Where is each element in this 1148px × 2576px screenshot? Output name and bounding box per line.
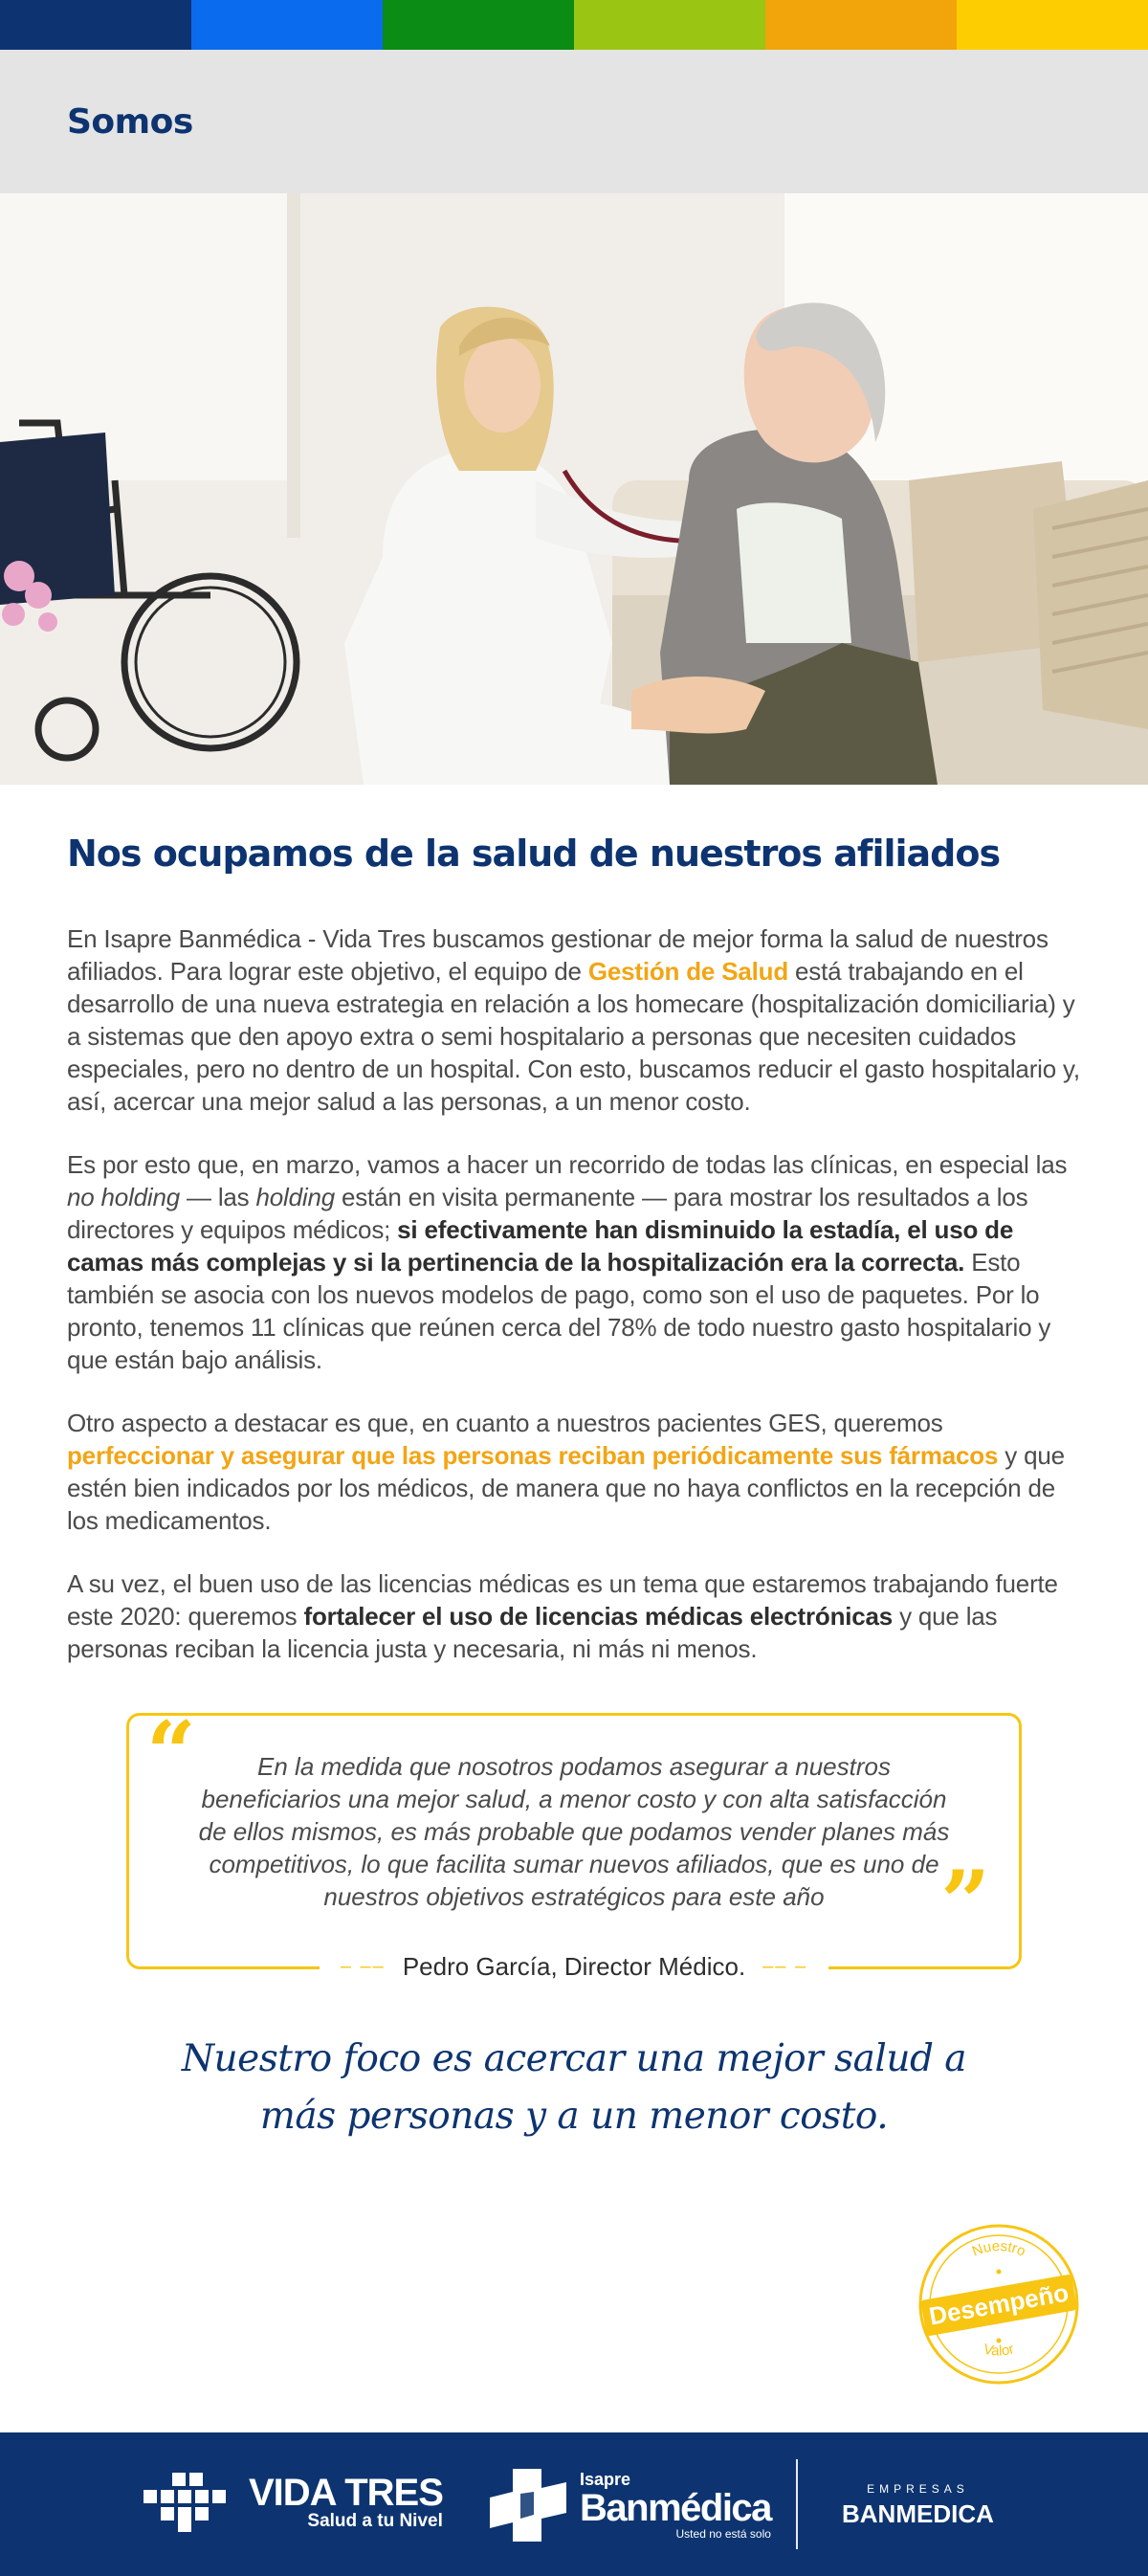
brand-color-bar <box>0 0 1148 50</box>
quote-author-name: Pedro García, Director Médico. <box>402 1952 746 1981</box>
paragraph-text: Otro aspecto a destacar es que, en cuanto a nuestros pacientes GES, queremos <box>67 1409 943 1437</box>
stamp-top-text: Nuestro <box>969 2237 1028 2260</box>
banmedica-slogan: Usted no está solo <box>675 2527 771 2541</box>
banmedica-isapre: Isapre <box>580 2470 631 2489</box>
close-quote-icon: ” <box>940 1852 990 1953</box>
quote-author <box>320 1952 828 1982</box>
color-segment-orange <box>765 0 957 50</box>
paragraph-text: y que estén bien indicados por los médicos, de manera que no haya conflictos en la recepción de los medicamentos. <box>67 1441 1065 1535</box>
tagline-line-1: Nuestro foco es acercar una mejor salud a <box>181 2037 967 2080</box>
bold-statement: si efectivamente han disminuido la estadía, el uso de camas más complejas y si la pertinencia de la hospitalización era la correcta. <box>67 1215 1014 1277</box>
color-segment-blue <box>191 0 383 50</box>
article-paragraph-4 <box>67 1567 1081 1665</box>
highlight-farmacos: perfeccionar y asegurar que las personas reciban periódicamente sus fármacos <box>67 1441 999 1470</box>
stamp-bottom-text: Valor <box>982 2341 1016 2360</box>
vida-tres-cross-icon <box>144 2473 235 2532</box>
stamp-graphic <box>916 2222 1081 2387</box>
paragraph-text: Esto también se asocia con los nuevos modelos de pago, como son el uso de paquetes. Por lo pronto, tenemos 11 clínicas que reúnen cerca del 78% de todo nuestro gasto hospitalario y que están bajo análisis. <box>67 1248 1051 1374</box>
empresas-label: EMPRESAS <box>867 2482 969 2496</box>
color-segment-navy <box>0 0 191 50</box>
banmedica-logo <box>484 2465 771 2545</box>
italic-holding: holding <box>255 1183 335 1211</box>
vida-tres-logo <box>144 2473 443 2532</box>
bold-licencias: fortalecer el uso de licencias médicas electrónicas <box>303 1602 894 1631</box>
article-paragraph-3 <box>67 1407 1081 1537</box>
footer-divider <box>796 2459 798 2549</box>
article-title: Nos ocupamos de la salud de nuestros afiliados <box>67 833 1001 875</box>
highlight-gestion-de-salud: Gestión de Salud <box>587 957 788 986</box>
italic-no-holding: no holding <box>67 1183 180 1211</box>
vida-tres-title: VIDA TRES <box>249 2472 443 2514</box>
section-header <box>0 50 1148 193</box>
paragraph-text: y que las personas reciban la licencia justa y necesaria, ni más ni menos. <box>67 1602 998 1663</box>
paragraph-text: En Isapre Banmédica - Vida Tres buscamos gestionar de mejor forma la salud de nuestros afiliados. Para lograr este objetivo, el equipo de <box>67 924 1049 986</box>
paragraph-text: está trabajando en el desarrollo de una nueva estrategia en relación a los homecare (hospitalización domiciliaria) y a sistemas que den apoyo extra o semi hospitalario a personas que necesiten cuidados especiales, pero no dentro de un hospital. Con esto, buscamos reducir el gasto hospitalario y, así, acercar una mejor salud a las personas, a un menor costo. <box>67 957 1080 1116</box>
stamp-center-text: Desempeño <box>926 2277 1071 2331</box>
banmedica-name: Banmédica <box>580 2487 771 2529</box>
tagline-line-2: más personas y a un menor costo. <box>259 2095 889 2138</box>
color-segment-yellow <box>957 0 1148 50</box>
quote-author-row <box>129 1952 1019 1982</box>
color-segment-lime <box>574 0 765 50</box>
hero-photo <box>0 193 1148 785</box>
empresas-name: BANMEDICA <box>842 2499 994 2528</box>
paragraph-text: Es por esto que, en marzo, vamos a hacer un recorrido de todas las clínicas, en especial las <box>67 1150 1068 1179</box>
tagline <box>67 2031 1081 2145</box>
article-paragraph-1 <box>67 922 1081 1118</box>
vida-tres-subtitle: Salud a tu Nivel <box>307 2511 443 2531</box>
paragraph-text: están en visita permanente — para mostrar los resultados a los directores y equipos médicos; <box>67 1183 1028 1244</box>
quote-box <box>126 1702 1022 1981</box>
svg-text:Valor <box>982 2341 1015 2359</box>
dash-decoration-icon: ‒ ‒‒ <box>340 1956 386 1977</box>
footer-logos <box>0 2432 1148 2576</box>
dash-decoration-icon: ‒‒ ‒ <box>762 1956 808 1977</box>
open-quote-icon: “ <box>146 1702 196 1804</box>
quote-text: En la medida que nosotros podamos asegurar a nuestros beneficiarios una mejor salud, a menor costo y con alta satisfacción de ellos mismos, es más probable que podamos vender planes más competitivos, lo que facilita sumar nuevos afiliados, que es uno de nuestros objetivos estratégicos para este año <box>198 1752 950 1911</box>
desempeno-stamp-icon <box>916 2222 1081 2387</box>
svg-text:Nuestro <box>970 2238 1028 2260</box>
article-content <box>0 833 1148 2145</box>
banmedica-cross-icon <box>484 2465 572 2545</box>
nurse-patient-illustration <box>0 193 1148 785</box>
color-segment-green <box>383 0 574 50</box>
empresas-banmedica-logo <box>842 2482 994 2529</box>
paragraph-text: — las <box>180 1183 256 1211</box>
page-title: Somos <box>67 101 193 142</box>
article-paragraph-2 <box>67 1148 1081 1376</box>
paragraph-text: A su vez, el buen uso de las licencias médicas es un tema que estaremos trabajando fuerte este 2020: queremos <box>67 1569 1058 1631</box>
